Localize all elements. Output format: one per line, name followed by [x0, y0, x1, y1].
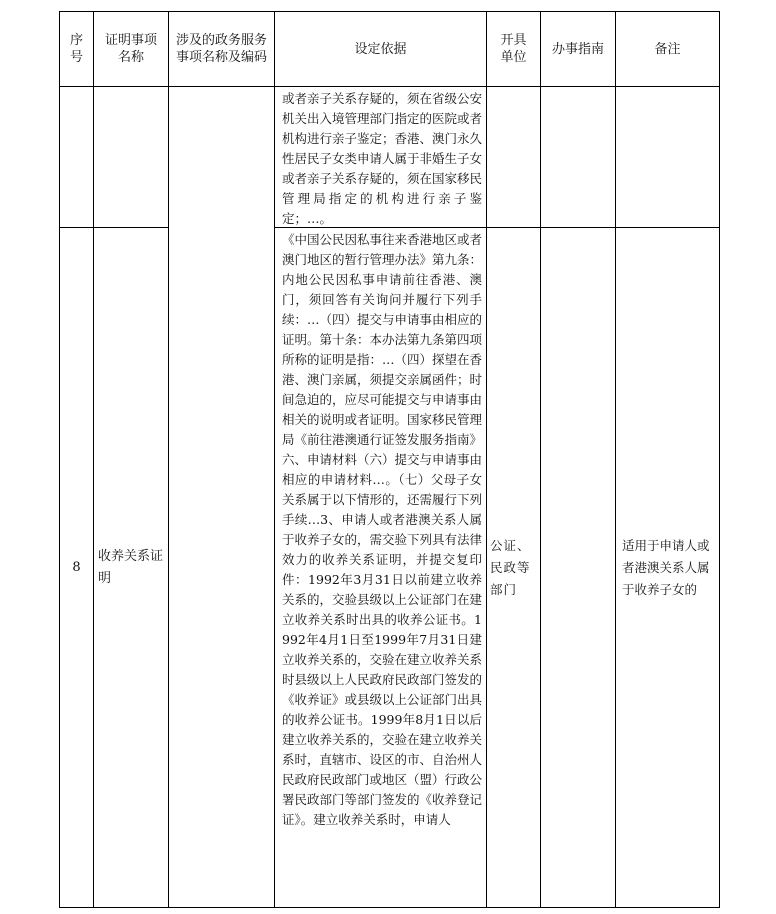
table-header-row — [60, 12, 720, 87]
certificate-table-page — [59, 11, 720, 908]
cell-guide-prev — [541, 87, 616, 228]
basis-text: 《中国公民因私事往来香港地区或者澳门地区的暂行管理办法》第九条：内地公民因私事申请前往香港、澳门，须回答有关询问并履行下列手续：…（四）提交与申请事由相应的证明。第十条：本办法第九条第四项所称的证明是指：…（四）探望在香港、澳门亲属，须提交亲属函件；时间急迫的，应尽可能提交与申请事由相关的说明或者证明。国家移民管理局《前往港澳通行证签发服务指南》六、申请材料（六）提交与申请事由相应的申请材料…。（七）父母子女关系属于以下情形的，还需履行下列手续…3、申请人或者港澳关系人属于收养子女的，需交验下列具有法律效力的收养关系证明，并提交复印件：1992年3月31日以前建立收养关系的，交验县级以上公证部门在建立收养关系时出具的收养公证书。1992年4月1日至1999年7月31日建立收养关系的，交验在建立收养关系时县级以上人民政府民政部门签发的《收养证》或县级以上公证部门出具的收养公证书。1999年8月1日以后建立收养关系的，交验在建立收养关系时，直辖市、设区的市、自治州人民政府民政部门或地区（盟）行政公署民政部门等部门签发的《收养登记证》。建立收养关系时，申请人 — [282, 232, 482, 827]
header-seq: 序号 — [60, 12, 94, 87]
cell-seq-prev — [60, 87, 94, 228]
cell-guide — [541, 228, 616, 908]
cell-basis-prev — [275, 87, 487, 228]
cell-seq: 8 — [60, 228, 94, 908]
cell-note-prev — [616, 87, 720, 228]
table-row-continued — [60, 87, 720, 228]
header-item-name: 证明事项名称 — [94, 12, 169, 87]
header-issuer: 开具单位 — [487, 12, 541, 87]
header-basis: 设定依据 — [275, 12, 487, 87]
cell-name-prev — [94, 87, 169, 228]
header-guide: 办事指南 — [541, 12, 616, 87]
table-row-8 — [60, 228, 720, 908]
cell-issuer: 公证、民政等部门 — [487, 228, 541, 908]
cell-service-merged — [169, 87, 275, 908]
cell-note: 适用于申请人或者港澳关系人属于收养子女的 — [616, 228, 720, 908]
header-service-name: 涉及的政务服务事项名称及编码 — [169, 12, 275, 87]
basis-text-prev: 或者亲子关系存疑的，须在省级公安机关出入境管理部门指定的医院或者机构进行亲子鉴定；香港、澳门永久性居民子女类申请人属于非婚生子女或者亲子关系存疑的，须在国家移民管理局指定的机构进行亲子鉴定；…。 — [282, 91, 482, 226]
certificate-items-table — [59, 11, 720, 908]
cell-item-name: 收养关系证明 — [94, 228, 169, 908]
header-note: 备注 — [616, 12, 720, 87]
cell-basis — [275, 228, 487, 908]
cell-issuer-prev — [487, 87, 541, 228]
